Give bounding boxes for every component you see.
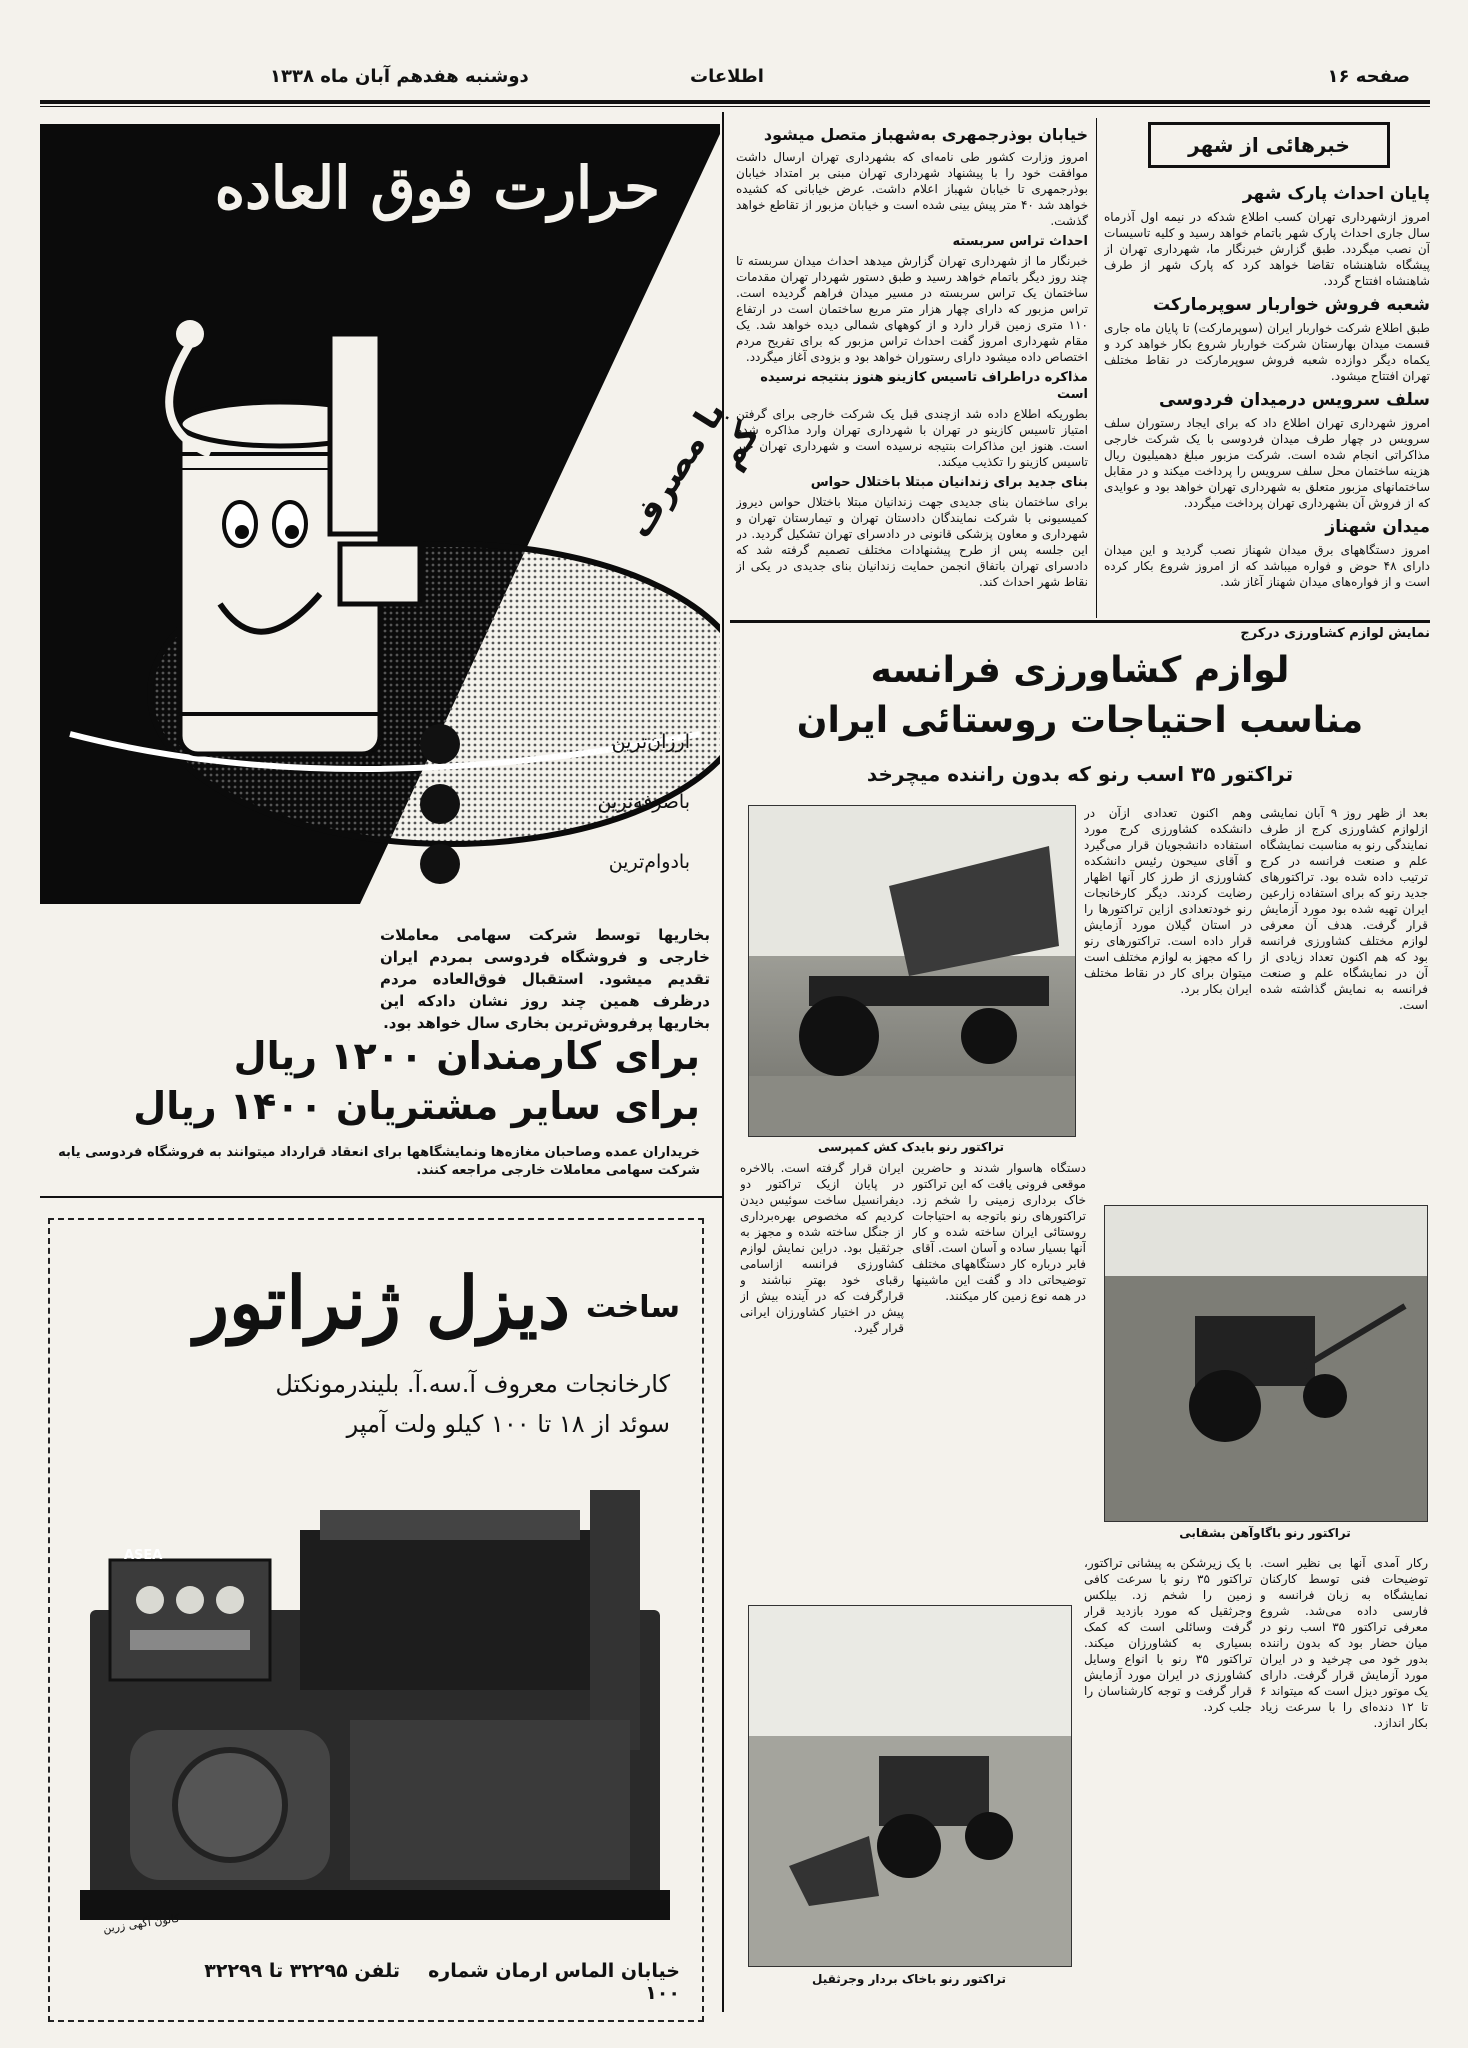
diesel-made-by: ساخت [585,1290,680,1325]
heater-body-text: بخاریها توسط شرکت سهامی معاملات خارجی و فروشگاه فردوسی بمردم ایران تقدیم میشود. استقبال فوق‌العاده مردم درظرف همین چند روز نشان دادکه این بخاریها پرفروش‌ترین بخاری سال خواهد بود. [380,926,710,1032]
city-news-body-3: امروز شهرداری تهران اطلاع داد که برای ایجاد رستوران سلف سرویس در چهار طرف میدان فردوسی با یک شرکت خارجی مذاکراتی انجام شده است. شرکت مزبور مبلغ دهمیلیون ریال هزینه ساختمان محل سلف سرویس را پرداخت میکند و در مقابل ساختمانهای مزبور متعلق به شهرداری تهران خواهد بود و عوایدی که از فروش آن بشهرداری تهران پرداخت میگردد. [1104,416,1430,510]
heater-headline: حرارت فوق العاده [214,154,660,222]
diesel-address: خیابان الماس ارمان شماره ۱۰۰ [428,1960,680,2004]
street-news-headline: خیابان بوذرجمهری به‌شهباز متصل میشود [763,125,1088,144]
street-subhead-3: بنای جدید برای زندانیان مبتلا باختلال حواس [810,475,1088,490]
agri-col-4 [740,1160,904,1550]
heater-chimney [330,334,380,534]
diesel-spec: سوئد از ۱۸ تا ۱۰۰ کیلو ولت آمپر [346,1410,670,1438]
city-news-headline-3: سلف سرویس درمیدان فردوسی [1159,390,1430,410]
ad-separator [40,1196,722,1198]
agri-kicker: نمایش لوازم کشاورزی درکرج [1240,626,1430,641]
heater-ad-graphic [40,124,720,904]
caption-dump-trailer: تراکتور رنو بایدک کش کمپرسی [817,1140,1005,1154]
city-news-headline-4: میدان شهناز [1325,517,1430,537]
masthead-rule-thin [40,106,1430,107]
agri-col-5 [1260,1555,1428,2025]
agri-title-line1: لوازم کشاورزی فرانسه [870,650,1290,691]
street-news-column [736,118,1088,618]
agri-col-2 [1084,805,1252,1210]
city-news-body-1: امروز ازشهرداری تهران کسب اطلاع شدکه در نیمه اول آذرماه سال جاری احداث پارک شهر باتمام خواهد رسید و کلیه تاسیسات آن نصب میگردد. طبق گزارش خبرنگار ما، شهرداری تهران از پیشگاه شاهنشاه تقاضا خواهد کرد که پارک شهر از طرف شاهنشاه افتتاح گردد. [1104,210,1430,288]
agri-col-2-text: وهم اکنون تعدادی ازآن در دانشکده کشاورزی کرج مورد استفاده دانشجویان قرار می‌گیرد و آقای سیحون رئیس دانشکده کشاورزی از طرز کار آنها اظهار رضایت کردند. دیگر کارخانجات رنو خودتعدادی ازاین تراکتورها را در استان گیلان مورد آزمایش قرار داده است. تراکتورهای رنو را که مجهز به لوازم مختلف است میتوان برای کار در نقاط مختلف ایران بکار برد. [1084,806,1252,996]
feature-2: باصرفه‌ترین [597,791,690,813]
agri-col-1 [1260,805,1428,1210]
paper-name: اطلاعات [690,66,764,87]
feature-dot-1 [420,724,460,764]
agri-col-5-text: رکار آمدی آنها بی نظیر است. توضیحات فنی توسط کارکنان نمایشگاه به زبان فرانسه و فارسی داده می‌شد. شروع معرفی تراکتور ۳۵ اسب رنو در میان حضار بود که بدون راننده بدور خود می چرخید و در ایران مورد آزمایش قرار گرفت. دارای یک موتور دیزل است که میتواند ۶ تا ۱۲ دنده‌ای را با سرعت زیاد بکار اندازد. [1260,1556,1428,1730]
agri-col-1-text: بعد از ظهر روز ۹ آبان نمایشی ازلوازم کشاورزی کرج از طرف نمایندگی رنو به مناسبت نمایشگاه علم و صنعت فرانسه در کرج ترتیب داده شده بود. تراکتورهای جدید رنو که برای استفاده زارعین ایران تهیه شده بود مورد آزمایش قرار گرفت. هدف آن معرفی لوازم مختلف کشاورزی فرانسه بود که هم اکنون تعداد زیادی از آن در نمایشگاه علم و صنعت فرانسه به نمایش گذاشته شده است. [1260,806,1428,1012]
feature-1: ارزان‌ترین [611,731,690,753]
diesel-signature: کانون آگهی زرین [102,1911,181,1936]
diesel-ad [48,1218,704,2022]
page-number: صفحه ۱۶ [1327,66,1410,87]
diesel-phone: تلفن ۳۲۲۹۵ تا ۳۲۲۹۹ [204,1960,400,1982]
caption-loader: تراکتور رنو باخاک بردار وجرثقیل [812,1972,1006,1986]
city-news-column [1104,178,1430,608]
heater-ad [40,124,768,1189]
agri-col-3-text: دستگاه هاسوار شدند و حاضرین موقعی فرونی یافت که این تراکتور خاک برداری زمینی را شخم زد. تراکتورهای رنو باتوجه به احتیاجات روستائی ایران ساخته شده و کار آنها بسیار ساده و آسان است. آقای فابر درباره کار دستگاههای مختلف توضیحاتی داد و گفت این ماشینها در همه نوع زمین کار میکنند. [912,1161,1086,1303]
city-news-body-4: امروز دستگاههای برق میدان شهناز نصب گردید و این میدان دارای ۴۸ حوض و فواره میباشد که از امروز شروع بکار کرده است و از فواره‌های میدان شهناز آغاز شد. [1104,543,1430,589]
street-subhead-1: احداث تراس سربسته [952,234,1088,249]
date-line: دوشنبه هفدهم آبان ماه ۱۳۳۸ [270,66,529,87]
price-staff: برای کارمندان ۱۲۰۰ ریال [233,1034,700,1078]
feature-top-rule [730,620,1430,623]
heater-subhead: با مصرف کم [619,394,768,545]
agri-col-6-text: با یک زیرشکن به پیشانی تراکتور، تراکتور ۳۵ رنو با سرعت کافی زمین را شخم زد. بیلکس وجرثقیل که مورد بازدید قرار گرفت وسائلی است که کمک بسیاری به کشاورزان میکند. تراکتور ۳۵ رنو با انواع وسایل کشاورزی در ایران مورد آزمایش قرار گرفت و توجه کارشناسان را جلب کرد. [1084,1556,1252,1714]
city-news-body-2: طبق اطلاع شرکت خواربار ایران (سوپرمارکت) تا پایان ماه جاری قسمت میدان بهارستان شرکت خواربار شروع بکار خواهد کرد و یکماه دیگر دوازده شعبه فروش سوپرمارکت در نقاط مختلف تهران افتتاح میشود. [1104,321,1430,383]
agri-col-6 [1084,1555,1252,2025]
agri-title-line2: مناسب احتیاجات روستائی ایران [796,700,1364,741]
price-others: برای سایر مشتریان ۱۴۰۰ ریال [133,1084,700,1128]
masthead [40,58,1430,98]
street-subbody-3: برای ساختمان بنای جدیدی جهت زندانیان مبتلا باختلال حواس دیروز کمیسیونی با شرکت نمایندگان دادستان تهران و تیمارستان تهران و شهرداری و معاون پزشکی قانونی در دادسرای تهران تشکیل گردید. در این جلسه پس از طرح پیشنهادات مختلف تصمیم گرفته شد که دادسرای تهران باتفاق انجمن حمایت زندانیان بنای جدیدی در یکی از نقاط شهر احداث کند. [736,495,1088,589]
masthead-rule [40,100,1430,104]
street-subhead-2: مذاکره دراطراف تاسیس کازینو هنوز بنتیجه نرسیده است [760,370,1088,402]
city-news-section-title: خبرهائی از شهر [1148,122,1390,168]
caption-plow: تراکتور رنو باگاوآهن بشقابی [1179,1526,1351,1540]
street-subbody-2: بطوریکه اطلاع داده شد ازچندی قبل یک شرکت خارجی برای گرفتن امتیاز تاسیس کازینو در تهران با شهرداری تهران وارد مذاکره شده است. هنوز این مذاکرات بنتیجه نرسیده است و شهرداری تهران خبر تاسیس کازینو را تکذیب میکند. [736,407,1088,469]
photo-plow [1104,1205,1428,1522]
generator-illustration [70,1470,680,1930]
city-news-headline-1: پایان احداث پارک شهر [1242,184,1430,204]
diesel-maker: کارخانجات معروف آ.سه.آ. بلیندرمونکتل [275,1370,670,1398]
agri-col-3 [912,1160,1086,1550]
feature-3: بادوام‌ترین [608,851,690,873]
street-news-body: امروز وزارت کشور طی نامه‌ای که بشهرداری تهران ارسال داشت موافقت خود را با پیشنهاد شهرداری تهران مبنی بر امتداد خیابان بوذرجمهری تا خیابان شهباز اعلام داشت. عرض خیابانی که کشیده خواهد شد ۴۰ متر پیش بینی شده است و خیابان مزبور از تقاطع خواهد گذشت. [736,150,1088,228]
diesel-headline: دیزل ژنراتور [194,1260,570,1345]
city-news-headline-2: شعبه فروش خواربار سوپرمارکت [1152,295,1430,315]
feature-dot-2 [420,784,460,824]
loader-sketch [749,1606,1071,1966]
plow-sketch [1105,1206,1427,1521]
photo-dump-trailer [748,805,1076,1137]
feature-dot-3 [420,844,460,884]
heater-footer-note: خریداران عمده وصاحبان مغازه‌ها ونمایشگاهها برای انعقاد قرارداد میتوانند به فروشگاه فردوسی یابه شرکت سهامی معاملات خارجی مراجعه کنند. [58,1145,700,1178]
street-subbody-1: خبرنگار ما از شهرداری تهران گزارش میدهد احداث میدان سربسته تا چند روز دیگر باتمام خواهد رسید و طبق دستور شهردار تهران مقدمات ساختمان یک تراس سربسته در مسیر میدان فراهم گردیده است. تراس مزبور که دارای چهار هزار متر مربع ساختمان است در ارتفاع ۱۱۰ متری زمین قرار دارد و از کوههای شمالی دیده خواهد شد. یک مقام شهرداری امروز گفت احداث تراس مزبور که برای تفریح مردم اختصاص داده میشود دارای رستوران خواهد بود و بزودی آغاز میگردد. [736,254,1088,364]
agri-col-4-text: ایران قرار گرفته است. بالاخره در پایان ازیک تراکتور دو دیفرانسیل ساخت سوئیس دیدن کردیم که مخصوص بهره‌برداری از جنگل ساخته شده و مجهز به جرثقیل بود. دراین نمایش لوازم کشاورزی فرانسه ازاسامی رقبای خود بهتر نباشند و قرارگرفت که در آینده بیش از پیش در اختیار کشاورزان ایرانی قرار گیرد. [740,1161,904,1335]
generator-brand-label: ASEA [124,1548,163,1563]
dump-trailer-sketch [749,806,1075,1136]
photo-loader [748,1605,1072,1967]
column-divider [722,112,724,2012]
news-divider [1096,118,1097,618]
agri-subtitle: تراکتور ۳۵ اسب رنو که بدون راننده میچرخد [866,762,1294,786]
